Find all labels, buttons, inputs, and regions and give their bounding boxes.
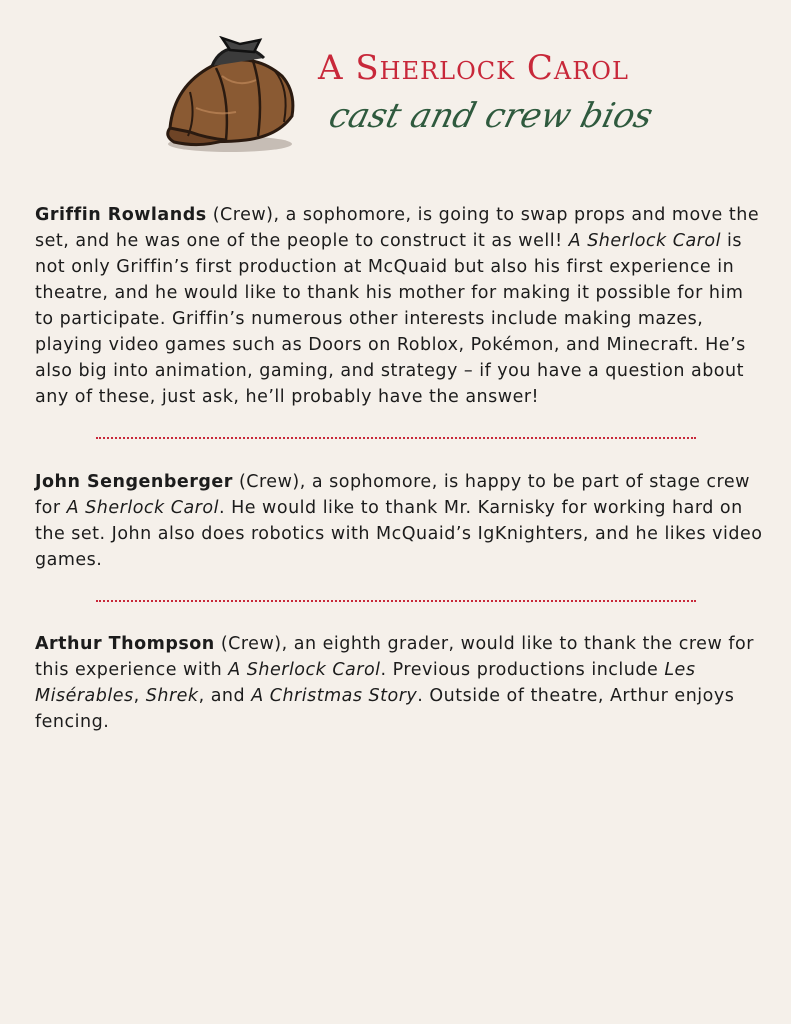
bio-text: (Crew), an eighth grader, would like to thank the crew for this experience with <box>35 634 754 680</box>
production-title: Les Misérables <box>35 660 696 706</box>
bio-text: (Crew), a sophomore, is happy to be part of stage crew for <box>35 472 750 518</box>
bio-text: . He would like to thank Mr. Karnisky for working hard on the set. John also does robotics with McQuaid’s IgKnighters, and he likes video games. <box>35 498 763 570</box>
bio-text: . Previous productions include <box>380 660 665 680</box>
divider <box>96 437 696 439</box>
show-title: A Sherlock Carol <box>66 498 219 518</box>
bio-text: is not only Griffin’s first production at McQuaid but also his first experience in theatre, and he would like to thank his mother for making it possible for him to participate. Griffin’s numerous other interests include making mazes, playing video games such as Doors on Roblox, Pokémon, and Minecraft. He’s also big into animation, gaming, and strategy – if you have a question about any of these, just ask, he’ll probably have the answer! <box>35 231 746 407</box>
bio-griffin-rowlands <box>35 202 765 410</box>
bio-text: (Crew), a sophomore, is going to swap props and move the set, and he was one of the people to construct it as well! <box>35 205 760 251</box>
show-title: A Sherlock Carol <box>568 231 721 251</box>
divider <box>96 600 696 602</box>
bio-name: Arthur Thompson <box>35 634 215 654</box>
separator: , and <box>198 686 252 706</box>
page-subtitle: cast and crew bios <box>325 96 657 136</box>
bio-name: John Sengenberger <box>35 472 233 492</box>
production-title: Shrek <box>145 686 199 706</box>
bio-john-sengenberger <box>35 469 765 573</box>
header <box>0 0 791 180</box>
bio-arthur-thompson <box>35 631 765 735</box>
bio-name: Griffin Rowlands <box>35 205 207 225</box>
page-title: A Sherlock Carol <box>318 48 629 88</box>
show-title: A Sherlock Carol <box>228 660 381 680</box>
bio-text: . Outside of theatre, Arthur enjoys fencing. <box>35 686 735 732</box>
production-title: A Christmas Story <box>251 686 418 706</box>
deerstalker-hat-icon <box>160 36 300 156</box>
separator: , <box>133 686 146 706</box>
